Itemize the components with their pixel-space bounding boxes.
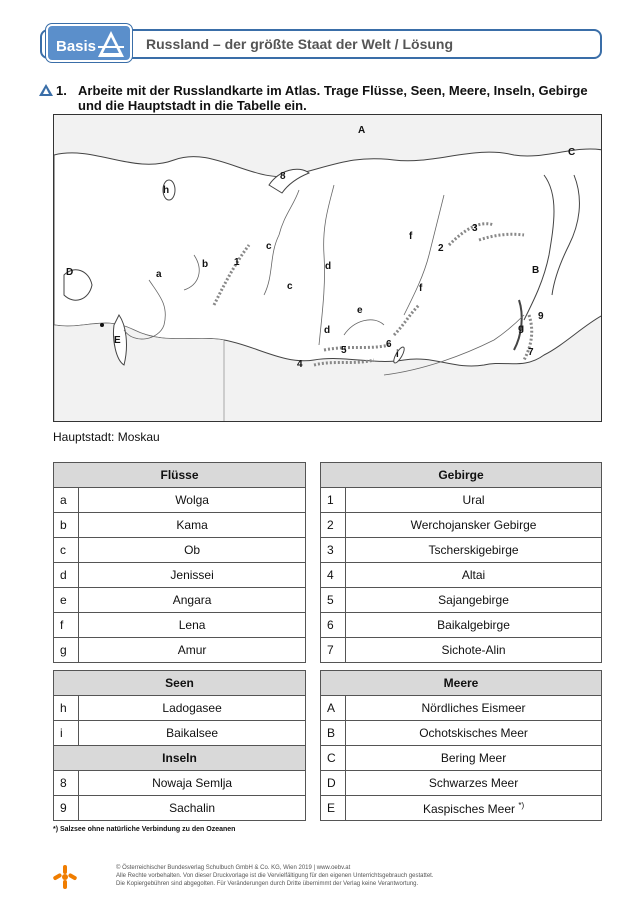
- footnote: *) Salzsee ohne natürliche Verbindung zu den Ozeanen: [53, 826, 236, 833]
- map-label-b: b: [202, 259, 209, 270]
- table-row: 7 Sichote-Alin: [321, 638, 602, 663]
- copyright-line: © Österreichischer Bundesverlag Schulbuch GmbH & Co. KG, Wien 2019 | www.oebv.at: [116, 865, 351, 871]
- map-label-e: e: [357, 305, 363, 316]
- map-label-2: 2: [438, 243, 444, 254]
- meere-value: Kaspisches Meer: [422, 801, 515, 816]
- table-row: A Nördliches Eismeer: [321, 696, 602, 721]
- map-label-d1: d: [325, 261, 332, 272]
- meere-table: [320, 670, 602, 821]
- table-row: d Jenissei: [54, 563, 306, 588]
- table-row: 8 Nowaja Semlja: [54, 771, 306, 796]
- table-row: 4 Altai: [321, 563, 602, 588]
- pyramid-task-icon: [39, 84, 53, 96]
- capital-line: Hauptstadt: Moskau: [53, 430, 160, 444]
- map-label-1: 1: [234, 257, 240, 268]
- table-row: 1 Ural: [321, 488, 602, 513]
- copyright-line: Die Kopiergebühren sind abgegolten. Für Veränderungen durch Dritte übernimmt der Verlag keine Verantwortung.: [116, 881, 419, 887]
- fluesse-header: Flüsse: [54, 463, 306, 488]
- page-title: Russland – der größte Staat der Welt / Lösung: [146, 36, 454, 52]
- table-row: a Wolga: [54, 488, 306, 513]
- badge-label: Basis: [56, 38, 97, 55]
- task-text: Arbeite mit der Russlandkarte im Atlas. Trage Flüsse, Seen, Meere, Inseln, Gebirge und die Hauptstadt in die Tabelle ein.: [78, 83, 588, 113]
- map-label-A: A: [358, 125, 366, 136]
- map-label-D: D: [66, 267, 74, 278]
- table-row: i Baikalsee: [54, 721, 306, 746]
- table-row: 2 Werchojansker Gebirge: [321, 513, 602, 538]
- map-label-c1: c: [266, 241, 272, 252]
- map-label-C: C: [568, 147, 576, 158]
- table-row: B Ochotskisches Meer: [321, 721, 602, 746]
- table-row: f Lena: [54, 613, 306, 638]
- copyright-notice: [116, 864, 434, 888]
- map-label-5: 5: [341, 345, 347, 356]
- copyright-line: Alle Rechte vorbehalten. Von dieser Druckvorlage ist die Vervielfältigung für den eigenen Unterrichtsgebrauch gestattet.: [116, 873, 434, 879]
- table-row: b Kama: [54, 513, 306, 538]
- map-label-c2: c: [287, 281, 293, 292]
- map-label-f2: f: [419, 283, 423, 294]
- map-label-h: h: [163, 185, 170, 196]
- basis-badge: [46, 24, 132, 62]
- seen-inseln-table: [53, 670, 306, 821]
- publisher-logo-icon: [52, 864, 78, 890]
- meere-header: Meere: [321, 671, 602, 696]
- russia-map: [53, 114, 602, 422]
- table-row: h Ladogasee: [54, 696, 306, 721]
- table-row: C Bering Meer: [321, 746, 602, 771]
- table-row: 3 Tscherskigebirge: [321, 538, 602, 563]
- table-row: 9 Sachalin: [54, 796, 306, 821]
- map-label-6: 6: [386, 339, 392, 350]
- seen-header: Seen: [54, 671, 306, 696]
- map-label-E: E: [114, 335, 121, 346]
- table-row: c Ob: [54, 538, 306, 563]
- map-label-9: 9: [538, 311, 544, 322]
- map-label-7: 7: [528, 347, 534, 358]
- map-label-3: 3: [472, 223, 478, 234]
- table-row: 6 Baikalgebirge: [321, 613, 602, 638]
- map-label-f1: f: [409, 231, 413, 242]
- gebirge-header: Gebirge: [321, 463, 602, 488]
- inseln-header: Inseln: [54, 746, 306, 771]
- map-label-g: g: [518, 323, 525, 334]
- table-row: E Kaspisches Meer *): [321, 796, 602, 821]
- task-number: 1.: [56, 83, 67, 98]
- map-label-a: a: [156, 269, 162, 280]
- map-label-d2: d: [324, 325, 331, 336]
- footnote-mark: *): [518, 800, 525, 810]
- table-row: 5 Sajangebirge: [321, 588, 602, 613]
- map-label-4: 4: [297, 359, 303, 370]
- gebirge-table: [320, 462, 602, 663]
- map-label-B: B: [532, 265, 540, 276]
- map-label-i: i: [396, 349, 399, 360]
- table-row: g Amur: [54, 638, 306, 663]
- fluesse-table: [53, 462, 306, 663]
- table-row: D Schwarzes Meer: [321, 771, 602, 796]
- table-row: e Angara: [54, 588, 306, 613]
- pyramid-icon: [96, 29, 126, 59]
- map-label-8: 8: [280, 171, 286, 182]
